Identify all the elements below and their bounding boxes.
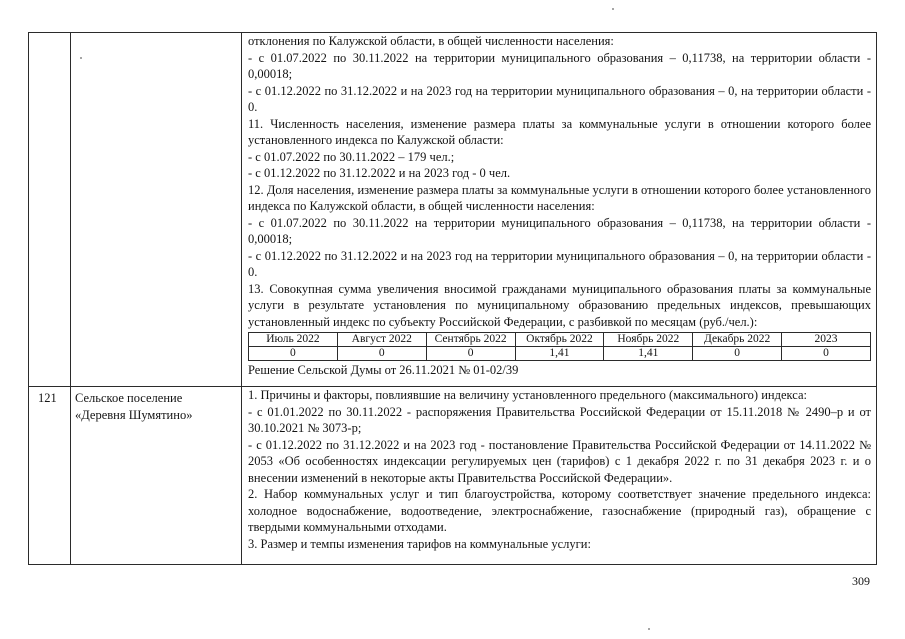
month-header: Сентябрь 2022 [426, 333, 515, 347]
paragraph: - с 01.07.2022 по 30.11.2022 – 179 чел.; [248, 149, 455, 164]
month-value: 1,41 [604, 347, 693, 361]
paragraph: - с 01.12.2022 по 31.12.2022 и на 2023 год - постановление Правительства Российской Федерации от 14.11.2022 № 2053 «Об особенностях индексации регулируемых цен (тарифов) с 1 декабря 2022 г. по 31 декабря 2023 г. и о внесении изменений в некоторые акты Правительства Российской Федерации». [248, 437, 871, 485]
month-value: 0 [426, 347, 515, 361]
month-value: 0 [782, 347, 871, 361]
table-row-previous [29, 33, 877, 387]
paragraph: - с 01.01.2022 по 30.11.2022 - распоряжения Правительства Российской Федерации от 15.11.2018 № 2490–р и от 30.10.2021 № 3073-р; [248, 404, 871, 435]
row-number-cell [29, 33, 71, 387]
row-number: 121 [38, 391, 57, 405]
paragraph: отклонения по Калужской области, в общей численности населения: [248, 34, 614, 48]
paragraph: - с 01.07.2022 по 30.11.2022 на территории муниципального образования – 0,11738, на территории области - 0,00018; [248, 215, 871, 246]
month-header: 2023 [782, 333, 871, 347]
table-row-121 [29, 387, 877, 565]
municipality-name: «Деревня Шумятино» [75, 407, 193, 422]
paragraph: 12. Доля населения, изменение размера платы за коммунальные услуги в отношении которого более установленного индекса по Калужской области, в общей численности населения: [248, 182, 871, 213]
paragraph: - с 01.12.2022 по 31.12.2022 и на 2023 год - 0 чел. [248, 166, 511, 180]
municipality-name-cell [71, 387, 242, 565]
month-header: Июль 2022 [249, 333, 338, 347]
monthly-table-header-row [249, 333, 871, 347]
month-value: 1,41 [515, 347, 604, 361]
scan-speck [80, 57, 82, 59]
monthly-increase-table [248, 332, 871, 361]
month-value: 0 [693, 347, 782, 361]
month-value: 0 [337, 347, 426, 361]
paragraph: 13. Совокупная сумма увеличения вносимой гражданами муниципального образования платы за коммунальные услуги в результате установления по муниципальному образованию предельных индексов, превышающих установленный индекс по субъекту Российской Федерации, с разбивкой по месяцам (руб./чел.): [248, 281, 871, 329]
month-value: 0 [249, 347, 338, 361]
month-header: Декабрь 2022 [693, 333, 782, 347]
paragraph: 2. Набор коммунальных услуг и тип благоустройства, которому соответствует значение предельного индекса: холодное водоснабжение, водоотведение, электроснабжение, газоснабжение (природный газ), обращение с твердыми коммунальными отходами. [248, 487, 871, 534]
scan-speck [648, 628, 650, 630]
month-header: Август 2022 [337, 333, 426, 347]
main-table [28, 32, 877, 565]
paragraph: 1. Причины и факторы, повлиявшие на величину установленного предельного (максимального) индекса: [248, 388, 807, 402]
row-number-cell [29, 387, 71, 565]
paragraph: - с 01.12.2022 по 31.12.2022 и на 2023 год на территории муниципального образования – 0, на территории области - 0. [248, 83, 871, 114]
month-header: Ноябрь 2022 [604, 333, 693, 347]
indicators-cell [242, 387, 877, 565]
municipality-type: Сельское поселение [75, 391, 183, 405]
scan-speck [612, 8, 614, 10]
decision-reference: Решение Сельской Думы от 26.11.2021 № 01-02/39 [248, 363, 519, 377]
page-number: 309 [852, 574, 870, 588]
paragraph: 3. Размер и темпы изменения тарифов на коммунальные услуги: [248, 536, 591, 551]
month-header: Октябрь 2022 [515, 333, 604, 347]
paragraph: - с 01.07.2022 по 30.11.2022 на территории муниципального образования – 0,11738, на территории области - 0,00018; [248, 50, 871, 81]
paragraph: - с 01.12.2022 по 31.12.2022 и на 2023 год на территории муниципального образования – 0, на территории области - 0. [248, 248, 871, 279]
monthly-table-value-row [249, 347, 871, 361]
municipality-name-cell [71, 33, 242, 387]
indicators-cell [242, 33, 877, 387]
paragraph: 11. Численность населения, изменение размера платы за коммунальные услуги в отношении которого более установленного индекса по Калужской области: [248, 116, 871, 147]
